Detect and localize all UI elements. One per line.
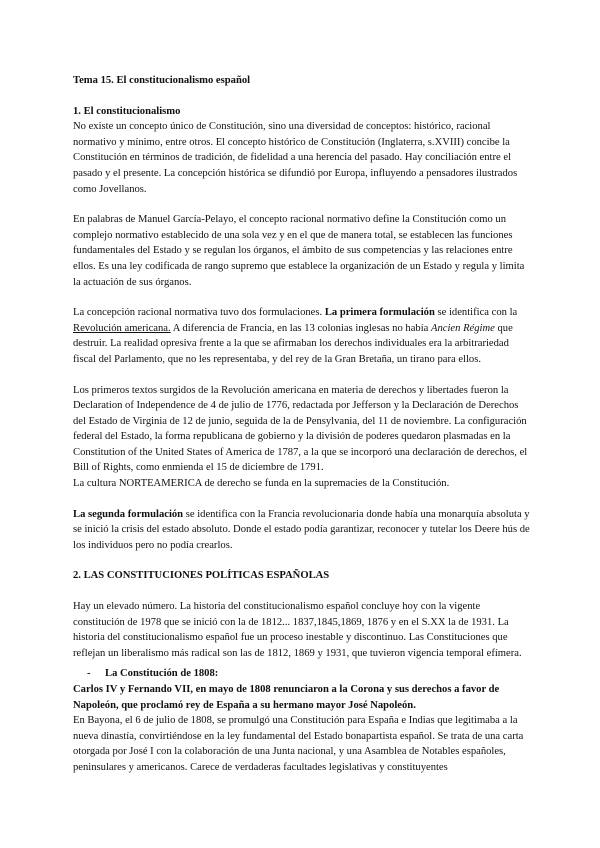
document-body: [73, 73, 531, 776]
document-title: Tema 15. El constitucionalismo español: [73, 75, 251, 86]
subsection-1808-heading: La Constitución de 1808:: [105, 668, 219, 680]
paragraph-bayona: En Bayona, el 6 de julio de 1808, se promulgó una Constitución para España e Indias que legitimaba a la nueva dinastía, convirtiéndose en la ley fundamental del Estado bonapartista español. Se trata de una carta otorgada por José I con la colaboración de una Junta nacional, y una Asamblea de Notables españoles, peninsulares y americanos. Carece de verdaderas facultades legislativas y constituyentes: [73, 715, 524, 773]
text-run: La concepción racional normativa tuvo dos formulaciones.: [73, 307, 325, 319]
text-run: se identifica con la: [434, 307, 518, 319]
section-2-heading: 2. LAS CONSTITUCIONES POLÍTICAS ESPAÑOLAS: [73, 570, 330, 582]
term-first-formulation: La primera formulación: [324, 307, 435, 319]
paragraph-historic-concept: No existe un concepto único de Constitución, sino una diversidad de conceptos: histórico, racional normativo y mínimo, entre otros. El concepto histórico de Constitución (Inglaterra, s.XVIII) concibe la Constitución en términos de tradición, de fidelidad a una herencia del pasado. Hay conciliación entre el pasado y el presente. La concepción histórica se difundió por Europa, influyendo a pensadores ilustrados como Jovellanos.: [73, 121, 518, 195]
text-run: se identifica con la Francia revolucionaria donde había una monarquía absoluta y se inició la crisis del estado absoluto. Donde el estado podía garantizar, reconocer y tutelar los Deere hús de los individuos pero no podía crearlos.: [73, 508, 530, 551]
section-1-heading: 1. El constitucionalismo: [73, 105, 181, 117]
paragraph-first-texts: Los primeros textos surgidos de la Revolución americana en materia de derechos y libertades fueron la Declaration of Independence de 4 de julio de 1776, redactada por Jefferson y la Declaración de Derechos del Estado de Virginia de 12 de junio, seguida de la de Pensylvania, del 11 de noviembre. La configuración federal del Estado, la forma republicana de gobierno y la división de poderes quedaron plasmadas en la Constitution of the United States of America de 1787, a la que se incorporó una declaración de derechos, el Bill of Rights, como enmienda el 15 de diciembre de 1791.: [73, 384, 528, 474]
subsection-1808: [73, 666, 531, 682]
term-second-formulation: La segunda formulación: [73, 508, 184, 520]
paragraph-abdication: Carlos IV y Fernando VII, en mayo de 1808 renunciaron a la Corona y sus derechos a favor de Napoleón, que proclamó rey de España a su hermano mayor José Napoleón.: [73, 684, 500, 711]
term-american-revolution: Revolución americana.: [73, 322, 171, 334]
paragraph-second-formulation: [73, 507, 531, 554]
list-dash: -: [87, 668, 91, 680]
term-ancien-regime: Ancien Régime: [431, 322, 495, 334]
paragraph-garcia-pelayo: En palabras de Manuel García-Pelayo, el concepto racional normativo define la Constitución como un complejo normativo establecido de una sola vez y en el que de manera total, se establecen las funciones fundamentales del Estado y se regulan los órganos, el ámbito de sus competencias y las relaciones entre ellos. Es una ley codificada de rango supremo que establece la organización de un Estado y regula y limita la actuación de sus órganos.: [73, 214, 525, 288]
text-run: que destruir. La realidad opresiva frente a la que se afirmaban los derechos individuales era la arbitrariedad fiscal del Parlamento, que no les representaba, y del rey de la Gran Bretaña, un tirano para ellos.: [73, 322, 513, 365]
paragraph-north-american-culture: La cultura NORTEAMERICA de derecho se funda en la supremacies de la Constitución.: [73, 478, 450, 490]
paragraph-first-formulation: [73, 305, 531, 367]
paragraph-spanish-history: Hay un elevado número. La historia del constitucionalismo español concluye hoy con la vigente constitución de 1978 que se inició con la de 1812... 1837,1845,1869, 1876 y en el S.XX la de 1931. La historia del constitucionalismo español fue un proceso inestable y discontinuo. Las Constituciones que reflejan un liberalismo más radical son las de 1812, 1869 y 1931, que tuvieron vigencia temporal efímera.: [73, 601, 522, 659]
text-run: A diferencia de Francia, en las 13 colonias inglesas no había: [170, 322, 432, 334]
